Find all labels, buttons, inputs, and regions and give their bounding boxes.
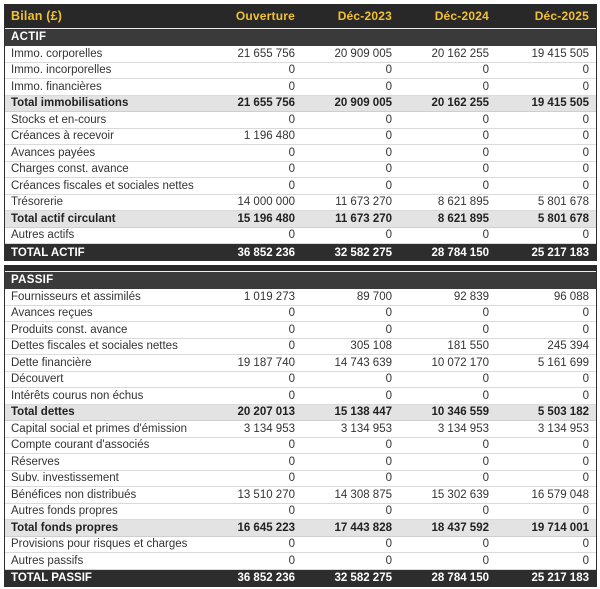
row-value: 17 443 828: [334, 521, 392, 534]
row-value: 0: [482, 80, 489, 93]
row-label: Subv. investissement: [11, 472, 119, 485]
row-value: 0: [482, 538, 489, 551]
row-value: 0: [582, 146, 589, 159]
row-value: 5 801 678: [537, 212, 589, 225]
row-value: 11 673 270: [335, 212, 392, 225]
row-value: 11 673 270: [335, 196, 392, 209]
table-row: [5, 339, 596, 356]
row-value: 5 801 678: [537, 196, 589, 209]
row-label: Découvert: [11, 373, 64, 386]
table-row: [5, 306, 596, 323]
table-row: [5, 520, 596, 537]
table-row: [5, 195, 596, 212]
row-value: 0: [385, 472, 392, 485]
row-value: 0: [385, 163, 392, 176]
row-value: 245 394: [547, 340, 589, 353]
row-label: Avances reçues: [11, 307, 93, 320]
row-value: 32 582 275: [334, 246, 392, 259]
row-value: 5 503 182: [537, 406, 589, 419]
table-row: [5, 355, 596, 372]
row-value: 14 000 000: [237, 196, 295, 209]
row-value: 3 134 953: [437, 422, 489, 435]
row-label: Charges const. avance: [11, 163, 129, 176]
table-row: [5, 570, 596, 587]
row-value: 0: [288, 307, 295, 320]
row-value: 0: [582, 505, 589, 518]
row-value: 89 700: [356, 290, 392, 303]
row-value: 0: [385, 130, 392, 143]
row-value: 0: [582, 130, 589, 143]
row-value: 0: [482, 229, 489, 242]
row-value: 0: [385, 373, 392, 386]
table-row: [5, 553, 596, 570]
row-value: 0: [385, 229, 392, 242]
row-value: 20 909 005: [334, 47, 392, 60]
row-label: Intérêts courus non échus: [11, 389, 144, 402]
table-row: [5, 63, 596, 80]
row-value: 20 909 005: [334, 97, 392, 110]
row-label: Immo. financières: [11, 80, 102, 93]
row-value: 0: [288, 64, 295, 77]
passif-rows-container: [5, 289, 596, 587]
section-header-passif: PASSIF: [5, 272, 596, 289]
row-value: 0: [582, 113, 589, 126]
row-label: Total fonds propres: [11, 521, 119, 534]
column-header-dec-2024: Déc-2024: [434, 9, 489, 23]
row-value: 0: [482, 455, 489, 468]
actif-rows-container: [5, 46, 596, 261]
table-row: [5, 421, 596, 438]
table-row: [5, 537, 596, 554]
table-row: [5, 504, 596, 521]
row-value: 0: [582, 64, 589, 77]
row-value: 36 852 236: [237, 246, 295, 259]
row-value: 0: [582, 80, 589, 93]
table-row: [5, 372, 596, 389]
row-value: 0: [288, 163, 295, 176]
row-value: 0: [288, 373, 295, 386]
row-value: 10 072 170: [431, 356, 489, 369]
row-value: 0: [482, 554, 489, 567]
row-value: 0: [482, 323, 489, 336]
column-header-dec-2023: Déc-2023: [337, 9, 392, 23]
row-value: 0: [482, 389, 489, 402]
row-label: Dette financière: [11, 356, 92, 369]
row-value: 0: [385, 323, 392, 336]
row-label: Fournisseurs et assimilés: [11, 290, 141, 303]
row-value: 0: [482, 373, 489, 386]
row-value: 19 187 740: [237, 356, 295, 369]
row-label: Créances fiscales et sociales nettes: [11, 179, 194, 192]
row-value: 10 346 559: [431, 406, 489, 419]
row-value: 0: [288, 455, 295, 468]
row-value: 21 655 756: [237, 97, 295, 110]
row-value: 0: [288, 439, 295, 452]
row-value: 0: [385, 64, 392, 77]
row-value: 5 161 699: [537, 356, 589, 369]
row-value: 0: [482, 130, 489, 143]
row-value: 0: [385, 439, 392, 452]
table-title: Bilan (£): [11, 9, 63, 23]
row-value: 181 550: [447, 340, 489, 353]
table-row: [5, 322, 596, 339]
row-label: Bénéfices non distribués: [11, 488, 137, 501]
row-label: Compte courant d'associés: [11, 439, 150, 452]
row-value: 0: [582, 179, 589, 192]
row-value: 0: [482, 64, 489, 77]
row-label: Créances à recevoir: [11, 130, 114, 143]
row-label: Trésorerie: [11, 196, 63, 209]
passif-table: [4, 265, 597, 587]
table-row: [5, 289, 596, 306]
row-value: 0: [582, 554, 589, 567]
row-value: 0: [482, 472, 489, 485]
row-value: 8 621 895: [437, 196, 489, 209]
table-row: [5, 388, 596, 405]
row-value: 0: [482, 439, 489, 452]
row-value: 3 134 953: [243, 422, 295, 435]
row-value: 0: [385, 505, 392, 518]
row-label: Dettes fiscales et sociales nettes: [11, 340, 178, 353]
row-label: Provisions pour risques et charges: [11, 538, 188, 551]
row-value: 0: [582, 538, 589, 551]
row-value: 15 302 639: [431, 488, 489, 501]
section-header-actif: ACTIF: [5, 29, 596, 46]
row-value: 0: [482, 179, 489, 192]
row-value: 13 510 270: [237, 488, 295, 501]
row-label: TOTAL PASSIF: [11, 572, 92, 584]
row-label: Total dettes: [11, 406, 75, 419]
row-value: 15 196 480: [237, 212, 295, 225]
row-value: 8 621 895: [437, 212, 489, 225]
row-value: 0: [288, 80, 295, 93]
row-value: 18 437 592: [431, 521, 489, 534]
row-value: 0: [482, 505, 489, 518]
row-value: 0: [582, 373, 589, 386]
row-label: Avances payées: [11, 146, 96, 159]
row-value: 16 579 048: [531, 488, 589, 501]
row-value: 0: [582, 307, 589, 320]
row-value: 19 714 001: [531, 521, 589, 534]
row-value: 0: [288, 323, 295, 336]
table-row: [5, 178, 596, 195]
row-label: Autres fonds propres: [11, 505, 118, 518]
row-value: 0: [582, 389, 589, 402]
row-value: 0: [385, 455, 392, 468]
row-value: 25 217 183: [531, 572, 589, 584]
row-value: 19 415 505: [531, 97, 589, 110]
row-value: 0: [385, 307, 392, 320]
row-value: 0: [288, 472, 295, 485]
row-value: 0: [385, 554, 392, 567]
row-value: 0: [288, 146, 295, 159]
row-value: 0: [385, 146, 392, 159]
row-value: 0: [288, 505, 295, 518]
row-value: 25 217 183: [531, 246, 589, 259]
table-row: [5, 244, 596, 261]
row-value: 92 839: [453, 290, 489, 303]
table-row: [5, 438, 596, 455]
row-value: 0: [288, 538, 295, 551]
row-value: 3 134 953: [340, 422, 392, 435]
table-row: [5, 405, 596, 422]
table-row: [5, 112, 596, 129]
row-label: Total immobilisations: [11, 97, 129, 110]
row-value: 36 852 236: [237, 572, 295, 584]
row-label: Capital social et primes d'émission: [11, 422, 188, 435]
table-row: [5, 487, 596, 504]
row-value: 14 308 875: [334, 488, 392, 501]
actif-table: [4, 4, 597, 261]
row-label: Immo. corporelles: [11, 47, 103, 60]
row-value: 15 138 447: [334, 406, 392, 419]
row-value: 96 088: [553, 290, 589, 303]
table-row: [5, 46, 596, 63]
table-row: [5, 129, 596, 146]
column-header-ouverture: Ouverture: [235, 9, 295, 23]
row-value: 21 655 756: [237, 47, 295, 60]
row-value: 0: [288, 340, 295, 353]
row-label: Autres passifs: [11, 554, 84, 567]
row-value: 0: [582, 323, 589, 336]
row-value: 0: [385, 113, 392, 126]
row-value: 1 019 273: [243, 290, 295, 303]
row-value: 32 582 275: [334, 572, 392, 584]
row-label: TOTAL ACTIF: [11, 246, 85, 259]
row-label: Immo. incorporelles: [11, 64, 112, 77]
row-value: 20 207 013: [237, 406, 295, 419]
row-value: 0: [288, 179, 295, 192]
row-value: 0: [288, 554, 295, 567]
row-value: 0: [482, 146, 489, 159]
table-row: [5, 228, 596, 245]
row-value: 28 784 150: [431, 572, 489, 584]
column-header-dec-2025: Déc-2025: [534, 9, 589, 23]
table-row: [5, 211, 596, 228]
row-value: 0: [482, 307, 489, 320]
row-value: 20 162 255: [431, 97, 489, 110]
table-row: [5, 79, 596, 96]
row-value: 0: [385, 80, 392, 93]
row-value: 0: [482, 163, 489, 176]
row-value: 16 645 223: [237, 521, 295, 534]
row-value: 0: [288, 389, 295, 402]
row-value: 28 784 150: [431, 246, 489, 259]
row-value: 0: [582, 229, 589, 242]
row-value: 14 743 639: [334, 356, 392, 369]
row-value: 0: [385, 538, 392, 551]
row-value: 0: [288, 229, 295, 242]
table-row: [5, 96, 596, 113]
table-header-row: [5, 4, 596, 29]
row-label: Stocks et en-cours: [11, 113, 107, 126]
row-label: Autres actifs: [11, 229, 75, 242]
row-value: 19 415 505: [531, 47, 589, 60]
table-row: [5, 471, 596, 488]
table-row: [5, 454, 596, 471]
row-value: 0: [582, 163, 589, 176]
row-value: 0: [385, 179, 392, 192]
row-value: 305 108: [350, 340, 392, 353]
row-label: Produits const. avance: [11, 323, 128, 336]
row-value: 1 196 480: [243, 130, 295, 143]
row-value: 0: [582, 455, 589, 468]
row-value: 3 134 953: [537, 422, 589, 435]
row-value: 0: [582, 472, 589, 485]
row-value: 0: [582, 439, 589, 452]
row-value: 20 162 255: [431, 47, 489, 60]
row-value: 0: [482, 113, 489, 126]
table-row: [5, 145, 596, 162]
row-label: Total actif circulant: [11, 212, 116, 225]
row-value: 0: [288, 113, 295, 126]
row-label: Réserves: [11, 455, 60, 468]
row-value: 0: [385, 389, 392, 402]
table-row: [5, 162, 596, 179]
passif-table-top-bar: [5, 265, 596, 272]
